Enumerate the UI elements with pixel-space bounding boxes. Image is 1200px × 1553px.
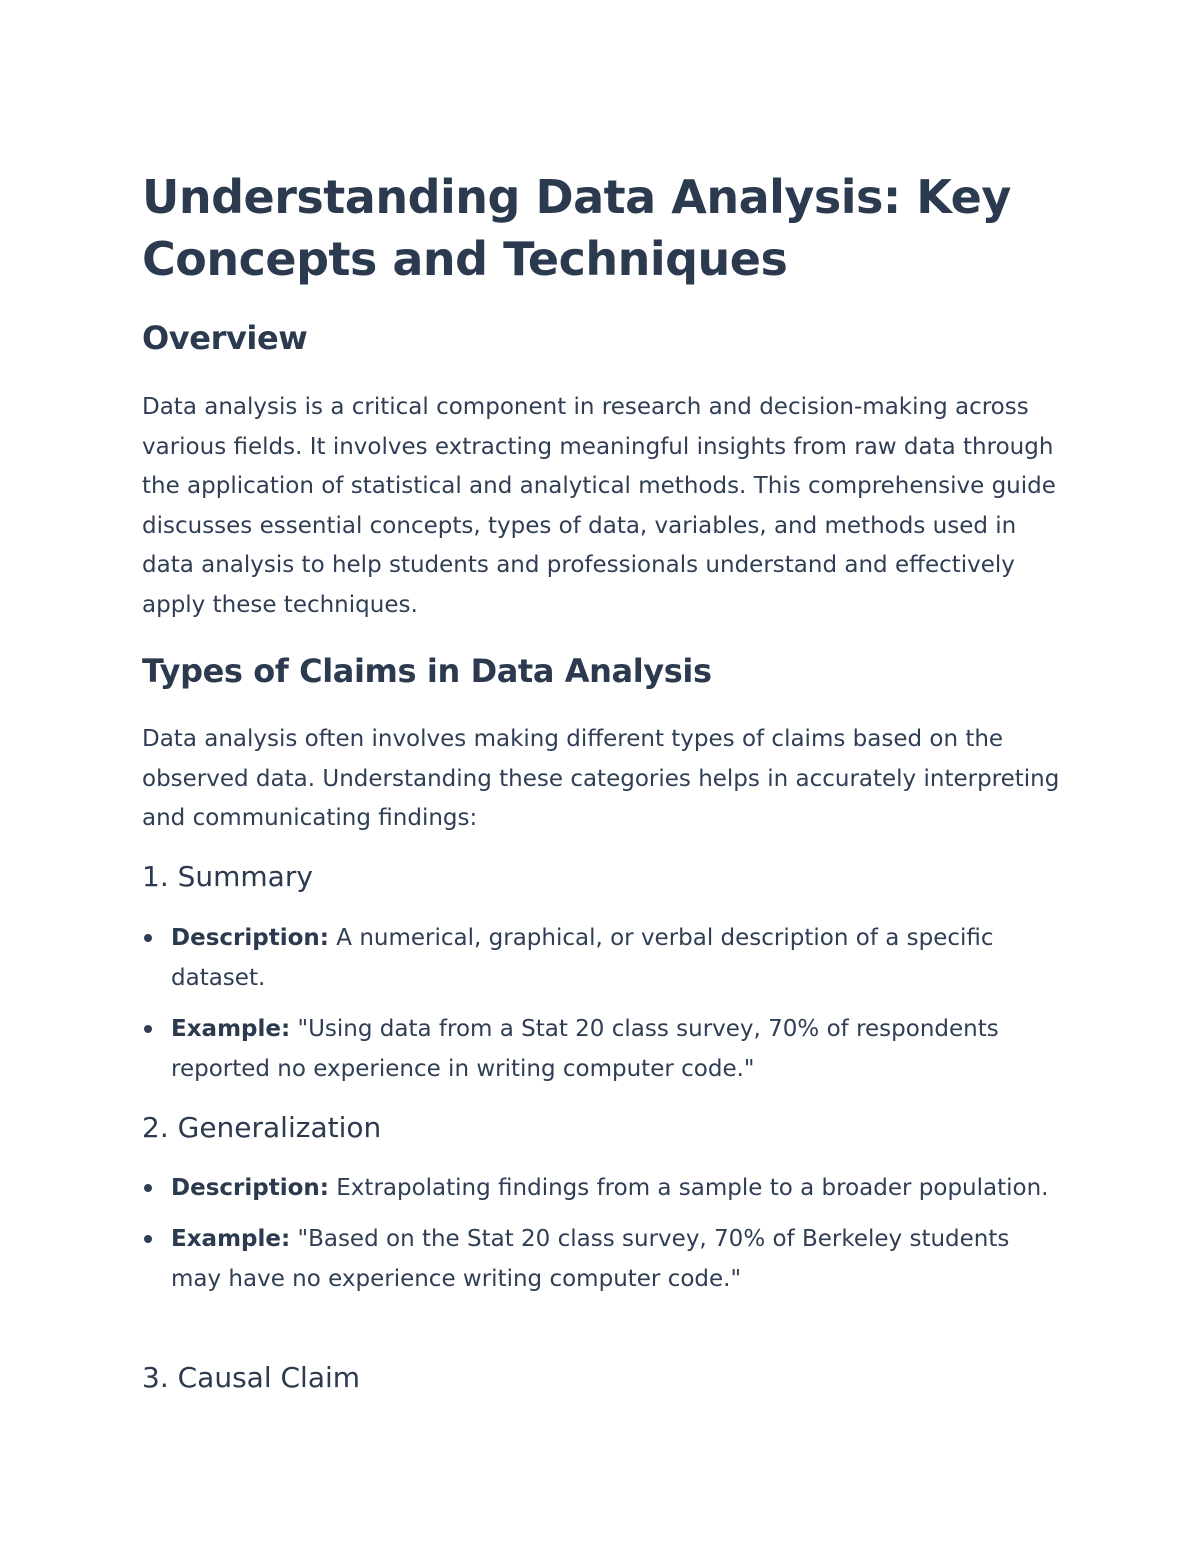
summary-bullet-list — [142, 918, 1062, 1089]
summary-heading: 1. Summary — [142, 860, 313, 893]
summary-description-bullet — [142, 918, 1062, 998]
bullet-label: Description: — [171, 925, 329, 951]
bullet-dot-icon — [144, 1184, 152, 1192]
bullet-label: Example: — [171, 1226, 291, 1252]
claims-heading: Types of Claims in Data Analysis — [142, 652, 712, 690]
overview-paragraph: Data analysis is a critical component in research and decision-making across various fields. It involves extracting meaningful insights from raw data through the application of statistical and analytical methods. This comprehensive guide discusses essential concepts, types of data, variables, and methods used in data analysis to help students and professionals understand and effectively apply these techniques. — [142, 394, 1056, 618]
generalization-bullet-list — [142, 1168, 1062, 1299]
bullet-text: "Using data from a Stat 20 class survey, 70% of respondents reported no experience in writing computer code." — [171, 1016, 999, 1082]
document-title: Understanding Data Analysis: Key Concepts and Techniques — [142, 170, 1011, 286]
bullet-dot-icon — [144, 1025, 152, 1033]
bullet-text: A numerical, graphical, or verbal description of a specific dataset. — [171, 925, 994, 991]
summary-example-bullet — [142, 1009, 1062, 1089]
bullet-label: Description: — [171, 1175, 329, 1201]
bullet-text: "Based on the Stat 20 class survey, 70% of Berkeley students may have no experience writing computer code." — [171, 1226, 1010, 1292]
bullet-dot-icon — [144, 1235, 152, 1243]
generalization-description-bullet — [142, 1168, 1062, 1208]
bullet-text: Extrapolating findings from a sample to a broader population. — [328, 1175, 1049, 1201]
bullet-label: Example: — [171, 1016, 291, 1042]
generalization-example-bullet — [142, 1219, 1062, 1299]
bullet-dot-icon — [144, 934, 152, 942]
claims-intro-paragraph: Data analysis often involves making different types of claims based on the observed data. Understanding these categories helps in accurately interpreting and communicating findings: — [142, 726, 1060, 832]
generalization-heading: 2. Generalization — [142, 1111, 382, 1144]
overview-heading: Overview — [142, 319, 308, 357]
causal-claim-heading: 3. Causal Claim — [142, 1361, 361, 1394]
